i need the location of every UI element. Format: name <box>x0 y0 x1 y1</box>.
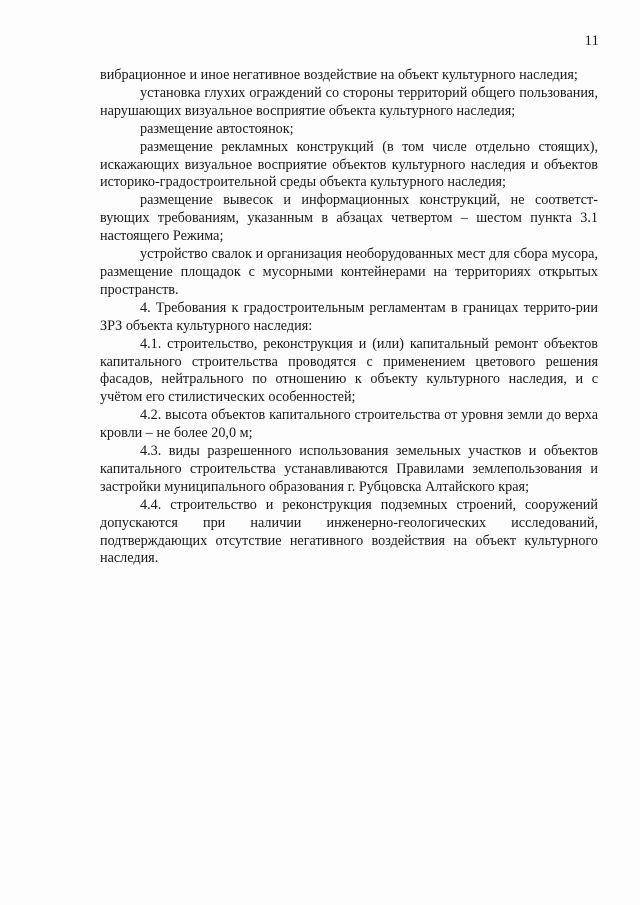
paragraph: вибрационное и иное негативное воздействие на объект культурного наследия; <box>100 67 578 83</box>
page-number: 11 <box>584 33 599 49</box>
paragraph: 4.3. виды разрешенного использования земельных участков и объектов капитального строительства устанавливаются Правилами землепользования и застройки муниципального образования г. Рубцовска Алтайского края; <box>100 443 598 495</box>
paragraph: 4.4. строительство и реконструкция подземных строений, сооружений допускаются при наличии инженерно-геологических исследований, подтверждающих отсутствие негативного воздействия на объект культурного наследия. <box>100 496 598 567</box>
paragraph: 4.1. строительство, реконструкция и (или) капитальный ремонт объектов капитального строительства проводятся с применением цветового решения фасадов, нейтрального по отношению к объекту культурного наследия, и с учётом его стилистических особенностей; <box>100 335 598 406</box>
document-body <box>100 67 598 568</box>
paragraph: размещение рекламных конструкций (в том числе отдельно стоящих), искажающих визуальное восприятие объектов культурного наследия и объектов историко-градостроительной среды объекта культурного наследия; <box>100 138 598 191</box>
paragraph: размещение автостоянок; <box>140 120 294 137</box>
paragraph: установка глухих ограждений со стороны территорий общего пользования, нарушающих визуальное восприятие объекта культурного наследия; <box>100 84 598 119</box>
paragraph: устройство свалок и организация необорудованных мест для сбора мусора, размещение площадок с мусорными контейнерами на территориях открытых пространств. <box>100 246 598 298</box>
paragraph: размещение вывесок и информационных конструкций, не соответст-вующих требованиям, указанным в абзацах четвертом – шестом пункта 3.1 настоящего Режима; <box>100 192 598 245</box>
paragraph: 4.2. высота объектов капитального строительства от уровня земли до верха кровли – не более 20,0 м; <box>100 407 598 442</box>
section-heading: 4. Требования к градостроительным регламентам в границах террито-рии ЗРЗ объекта культурного наследия: <box>100 299 598 334</box>
